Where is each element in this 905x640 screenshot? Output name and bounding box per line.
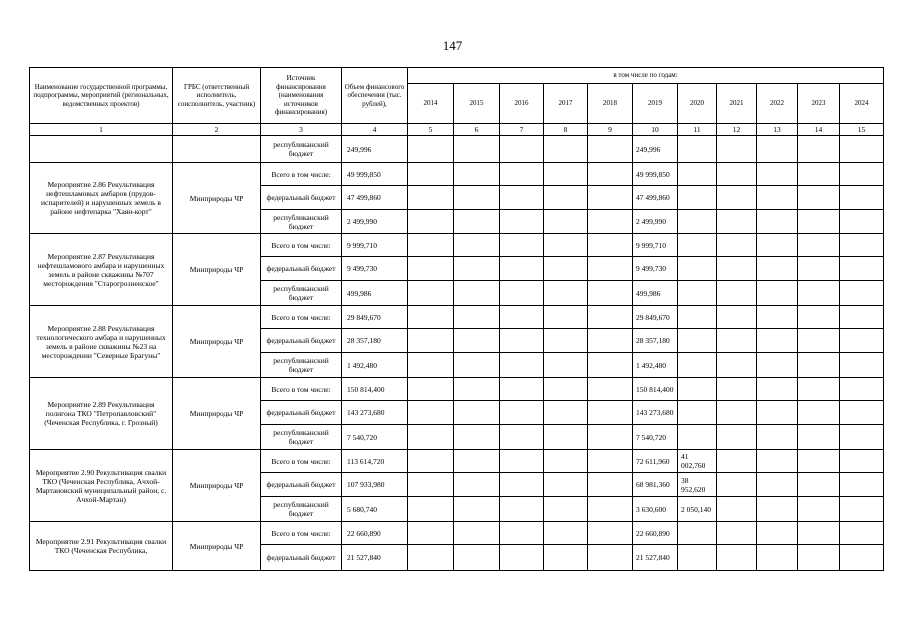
value-2019: 9 499,730 [633, 257, 678, 281]
header-year: 2016 [500, 84, 544, 124]
empty-year-cell [454, 401, 500, 425]
empty-year-cell [408, 186, 454, 210]
empty-year-cell [408, 497, 454, 522]
header-year: 2019 [633, 84, 678, 124]
empty-year-cell [717, 545, 757, 571]
table-row [30, 522, 884, 545]
column-number: 5 [408, 124, 454, 136]
empty-year-cell [454, 545, 500, 571]
empty-year-cell [408, 473, 454, 497]
value-2020 [678, 306, 717, 329]
empty-year-cell [544, 401, 588, 425]
empty-year-cell [840, 136, 884, 163]
empty-year-cell [717, 497, 757, 522]
financing-source: Всего в том числе: [261, 306, 342, 329]
empty-year-cell [798, 450, 840, 473]
empty-year-cell [500, 353, 544, 378]
empty-year-cell [408, 329, 454, 353]
empty-year-cell [798, 497, 840, 522]
empty-year-cell [798, 163, 840, 186]
value-2019: 249,996 [633, 136, 678, 163]
measure-grbs [173, 136, 261, 163]
empty-year-cell [840, 401, 884, 425]
empty-year-cell [454, 186, 500, 210]
column-number: 14 [798, 124, 840, 136]
value-2020 [678, 353, 717, 378]
financing-volume: 49 999,850 [342, 163, 408, 186]
column-number: 7 [500, 124, 544, 136]
empty-year-cell [544, 473, 588, 497]
measure-grbs: Минприроды ЧР [173, 378, 261, 450]
financing-table [29, 67, 884, 571]
value-2020 [678, 401, 717, 425]
empty-year-cell [500, 545, 544, 571]
column-number: 4 [342, 124, 408, 136]
column-number: 3 [261, 124, 342, 136]
empty-year-cell [588, 353, 633, 378]
financing-volume: 9 499,730 [342, 257, 408, 281]
empty-year-cell [717, 306, 757, 329]
value-2020 [678, 186, 717, 210]
empty-year-cell [717, 425, 757, 450]
measure-name: Мероприятие 2.87 Рекультивация нефтешламового амбара и нарушенных земель в районе скважины №707 месторождения "Старогрозненское" [30, 234, 173, 306]
empty-year-cell [588, 281, 633, 306]
column-number: 10 [633, 124, 678, 136]
empty-year-cell [798, 210, 840, 234]
financing-source: федеральный бюджет [261, 257, 342, 281]
header-year: 2015 [454, 84, 500, 124]
empty-year-cell [840, 163, 884, 186]
table-row [30, 163, 884, 186]
empty-year-cell [454, 306, 500, 329]
empty-year-cell [757, 378, 798, 401]
empty-year-cell [500, 425, 544, 450]
column-number: 9 [588, 124, 633, 136]
table-row [30, 234, 884, 257]
measure-grbs: Минприроды ЧР [173, 450, 261, 522]
empty-year-cell [454, 163, 500, 186]
empty-year-cell [757, 186, 798, 210]
empty-year-cell [408, 450, 454, 473]
empty-year-cell [454, 329, 500, 353]
value-2019: 21 527,840 [633, 545, 678, 571]
table-row [30, 378, 884, 401]
value-2019: 22 660,890 [633, 522, 678, 545]
empty-year-cell [408, 136, 454, 163]
value-2019: 2 499,990 [633, 210, 678, 234]
empty-year-cell [500, 163, 544, 186]
empty-year-cell [798, 186, 840, 210]
empty-year-cell [717, 257, 757, 281]
value-2019: 1 492,480 [633, 353, 678, 378]
financing-source: Всего в том числе: [261, 450, 342, 473]
empty-year-cell [500, 329, 544, 353]
financing-volume: 2 499,990 [342, 210, 408, 234]
value-2020 [678, 257, 717, 281]
empty-year-cell [757, 306, 798, 329]
empty-year-cell [717, 186, 757, 210]
financing-source: республиканский бюджет [261, 425, 342, 450]
financing-volume: 143 273,680 [342, 401, 408, 425]
value-2020 [678, 378, 717, 401]
value-2020 [678, 545, 717, 571]
column-number: 6 [454, 124, 500, 136]
empty-year-cell [717, 378, 757, 401]
empty-year-cell [757, 425, 798, 450]
column-number: 2 [173, 124, 261, 136]
empty-year-cell [717, 210, 757, 234]
empty-year-cell [408, 163, 454, 186]
financing-source: федеральный бюджет [261, 329, 342, 353]
empty-year-cell [544, 136, 588, 163]
empty-year-cell [500, 186, 544, 210]
empty-year-cell [544, 450, 588, 473]
empty-year-cell [840, 234, 884, 257]
column-number: 15 [840, 124, 884, 136]
empty-year-cell [500, 306, 544, 329]
empty-year-cell [500, 257, 544, 281]
empty-year-cell [840, 186, 884, 210]
financing-source: федеральный бюджет [261, 473, 342, 497]
empty-year-cell [798, 425, 840, 450]
financing-volume: 9 999,710 [342, 234, 408, 257]
financing-volume: 29 849,670 [342, 306, 408, 329]
empty-year-cell [840, 473, 884, 497]
value-2020 [678, 210, 717, 234]
empty-year-cell [408, 353, 454, 378]
empty-year-cell [588, 329, 633, 353]
financing-volume: 47 499,860 [342, 186, 408, 210]
empty-year-cell [798, 378, 840, 401]
financing-volume: 113 614,720 [342, 450, 408, 473]
empty-year-cell [840, 306, 884, 329]
header-year: 2017 [544, 84, 588, 124]
empty-year-cell [798, 329, 840, 353]
header-years-group: в том числе по годам: [408, 68, 884, 84]
empty-year-cell [588, 545, 633, 571]
empty-year-cell [588, 473, 633, 497]
empty-year-cell [588, 163, 633, 186]
empty-year-cell [544, 353, 588, 378]
empty-year-cell [544, 234, 588, 257]
empty-year-cell [757, 281, 798, 306]
financing-source: федеральный бюджет [261, 401, 342, 425]
empty-year-cell [757, 473, 798, 497]
financing-source: Всего в том числе: [261, 378, 342, 401]
empty-year-cell [757, 401, 798, 425]
financing-source: республиканский бюджет [261, 497, 342, 522]
empty-year-cell [588, 136, 633, 163]
empty-year-cell [500, 234, 544, 257]
financing-volume: 1 492,480 [342, 353, 408, 378]
empty-year-cell [544, 281, 588, 306]
empty-year-cell [544, 378, 588, 401]
empty-year-cell [757, 545, 798, 571]
empty-year-cell [500, 210, 544, 234]
empty-year-cell [798, 353, 840, 378]
financing-source: Всего в том числе: [261, 234, 342, 257]
financing-source: федеральный бюджет [261, 545, 342, 571]
financing-volume: 249,996 [342, 136, 408, 163]
header-source: Источник финансирования (наименования источников финансирования) [261, 68, 342, 124]
empty-year-cell [454, 281, 500, 306]
empty-year-cell [588, 257, 633, 281]
financing-volume: 28 357,180 [342, 329, 408, 353]
empty-year-cell [757, 497, 798, 522]
empty-year-cell [588, 378, 633, 401]
empty-year-cell [717, 234, 757, 257]
measure-name: Мероприятие 2.89 Рекультивация полигона ТКО "Петропавловский" (Чеченская Республика, г. Грозный) [30, 378, 173, 450]
empty-year-cell [757, 450, 798, 473]
empty-year-cell [840, 329, 884, 353]
empty-year-cell [757, 522, 798, 545]
empty-year-cell [840, 450, 884, 473]
empty-year-cell [454, 353, 500, 378]
empty-year-cell [588, 522, 633, 545]
empty-year-cell [408, 257, 454, 281]
empty-year-cell [544, 497, 588, 522]
header-year: 2020 [678, 84, 717, 124]
empty-year-cell [454, 450, 500, 473]
empty-year-cell [717, 329, 757, 353]
empty-year-cell [408, 522, 454, 545]
value-2019: 143 273,680 [633, 401, 678, 425]
empty-year-cell [454, 425, 500, 450]
empty-year-cell [500, 378, 544, 401]
empty-year-cell [798, 306, 840, 329]
financing-volume: 22 660,890 [342, 522, 408, 545]
financing-source: федеральный бюджет [261, 186, 342, 210]
value-2019: 28 357,180 [633, 329, 678, 353]
value-2019: 68 981,360 [633, 473, 678, 497]
table-row [30, 450, 884, 473]
empty-year-cell [454, 136, 500, 163]
empty-year-cell [588, 450, 633, 473]
page-number: 147 [442, 38, 463, 53]
empty-year-cell [717, 136, 757, 163]
value-2020 [678, 136, 717, 163]
value-2020 [678, 234, 717, 257]
empty-year-cell [717, 281, 757, 306]
empty-year-cell [454, 522, 500, 545]
empty-year-cell [408, 378, 454, 401]
empty-year-cell [798, 136, 840, 163]
empty-year-cell [500, 450, 544, 473]
value-2019: 49 999,850 [633, 163, 678, 186]
empty-year-cell [408, 306, 454, 329]
empty-year-cell [544, 257, 588, 281]
financing-source: республиканский бюджет [261, 136, 342, 163]
empty-year-cell [798, 234, 840, 257]
header-year: 2018 [588, 84, 633, 124]
empty-year-cell [454, 234, 500, 257]
empty-year-cell [757, 353, 798, 378]
empty-year-cell [798, 401, 840, 425]
financing-volume: 499,986 [342, 281, 408, 306]
empty-year-cell [798, 545, 840, 571]
empty-year-cell [798, 257, 840, 281]
measure-name: Мероприятие 2.90 Рекультивация свалки ТКО (Чеченская Республика, Ачхой-Мартановский муниципальный район, с. Ачхой-Мартан) [30, 450, 173, 522]
empty-year-cell [757, 329, 798, 353]
empty-year-cell [408, 401, 454, 425]
empty-year-cell [500, 281, 544, 306]
empty-year-cell [408, 234, 454, 257]
empty-year-cell [500, 522, 544, 545]
table-row [30, 136, 884, 163]
value-2019: 29 849,670 [633, 306, 678, 329]
empty-year-cell [757, 257, 798, 281]
measure-grbs: Минприроды ЧР [173, 522, 261, 571]
financing-volume: 150 814,400 [342, 378, 408, 401]
empty-year-cell [757, 163, 798, 186]
empty-year-cell [757, 210, 798, 234]
empty-year-cell [588, 425, 633, 450]
empty-year-cell [588, 401, 633, 425]
empty-year-cell [588, 306, 633, 329]
value-2019: 9 999,710 [633, 234, 678, 257]
empty-year-cell [500, 401, 544, 425]
header-year: 2021 [717, 84, 757, 124]
column-number: 12 [717, 124, 757, 136]
measure-grbs: Минприроды ЧР [173, 306, 261, 378]
column-number: 1 [30, 124, 173, 136]
empty-year-cell [717, 473, 757, 497]
measure-name [30, 136, 173, 163]
empty-year-cell [454, 497, 500, 522]
empty-year-cell [717, 401, 757, 425]
header-year: 2014 [408, 84, 454, 124]
empty-year-cell [588, 497, 633, 522]
empty-year-cell [544, 522, 588, 545]
value-2019: 7 540,720 [633, 425, 678, 450]
empty-year-cell [798, 522, 840, 545]
empty-year-cell [840, 353, 884, 378]
empty-year-cell [544, 545, 588, 571]
column-number: 13 [757, 124, 798, 136]
empty-year-cell [717, 522, 757, 545]
financing-volume: 21 527,840 [342, 545, 408, 571]
financing-volume: 5 680,740 [342, 497, 408, 522]
empty-year-cell [798, 473, 840, 497]
empty-year-cell [588, 210, 633, 234]
value-2020: 2 050,140 [678, 497, 717, 522]
empty-year-cell [500, 473, 544, 497]
value-2020 [678, 329, 717, 353]
financing-volume: 7 540,720 [342, 425, 408, 450]
empty-year-cell [840, 545, 884, 571]
value-2019: 3 630,600 [633, 497, 678, 522]
empty-year-cell [454, 378, 500, 401]
empty-year-cell [840, 210, 884, 234]
empty-year-cell [588, 186, 633, 210]
empty-year-cell [840, 497, 884, 522]
value-2020 [678, 425, 717, 450]
table-row [30, 306, 884, 329]
header-volume: Объем финансового обеспечения (тыс. рублей), [342, 68, 408, 124]
measure-grbs: Минприроды ЧР [173, 163, 261, 234]
empty-year-cell [500, 497, 544, 522]
value-2020 [678, 163, 717, 186]
value-2020: 38 952,620 [678, 473, 717, 497]
header-year: 2022 [757, 84, 798, 124]
value-2019: 150 814,400 [633, 378, 678, 401]
value-2019: 47 499,860 [633, 186, 678, 210]
header-name: Наименование государственной программы, подпрограммы, мероприятий (региональных, ведомственных проектов) [30, 68, 173, 124]
measure-name: Мероприятие 2.91 Рекультивация свалки ТКО (Чеченская Республика, [30, 522, 173, 571]
empty-year-cell [408, 425, 454, 450]
value-2020 [678, 522, 717, 545]
empty-year-cell [840, 378, 884, 401]
measure-name: Мероприятие 2.88 Рекультивация технологического амбара и нарушенных земель в районе скважины №23 на месторождении "Северные Брагуны" [30, 306, 173, 378]
empty-year-cell [588, 234, 633, 257]
header-year: 2024 [840, 84, 884, 124]
financing-source: Всего в том числе: [261, 163, 342, 186]
value-2020 [678, 281, 717, 306]
column-number: 11 [678, 124, 717, 136]
header-year: 2023 [798, 84, 840, 124]
empty-year-cell [454, 473, 500, 497]
empty-year-cell [544, 306, 588, 329]
empty-year-cell [500, 136, 544, 163]
empty-year-cell [840, 257, 884, 281]
empty-year-cell [798, 281, 840, 306]
financing-source: Всего в том числе: [261, 522, 342, 545]
empty-year-cell [454, 210, 500, 234]
value-2019: 499,986 [633, 281, 678, 306]
empty-year-cell [757, 136, 798, 163]
measure-name: Мероприятие 2.86 Рекультивация нефтешламовых амбаров (прудов-испарителей) и нарушенных земель в районе нефтепарка "Хаян-корт" [30, 163, 173, 234]
empty-year-cell [454, 257, 500, 281]
empty-year-cell [840, 522, 884, 545]
empty-year-cell [408, 210, 454, 234]
empty-year-cell [840, 425, 884, 450]
empty-year-cell [544, 425, 588, 450]
value-2020: 41 002,760 [678, 450, 717, 473]
empty-year-cell [544, 210, 588, 234]
financing-source: республиканский бюджет [261, 210, 342, 234]
header-grbs: ГРБС (ответственный исполнитель, соисполнитель, участник) [173, 68, 261, 124]
empty-year-cell [408, 281, 454, 306]
value-2019: 72 611,960 [633, 450, 678, 473]
financing-volume: 107 933,980 [342, 473, 408, 497]
empty-year-cell [717, 163, 757, 186]
financing-source: республиканский бюджет [261, 281, 342, 306]
empty-year-cell [717, 353, 757, 378]
empty-year-cell [840, 281, 884, 306]
empty-year-cell [408, 545, 454, 571]
empty-year-cell [757, 234, 798, 257]
column-number: 8 [544, 124, 588, 136]
empty-year-cell [717, 450, 757, 473]
financing-source: республиканский бюджет [261, 353, 342, 378]
empty-year-cell [544, 186, 588, 210]
measure-grbs: Минприроды ЧР [173, 234, 261, 306]
empty-year-cell [544, 163, 588, 186]
empty-year-cell [544, 329, 588, 353]
